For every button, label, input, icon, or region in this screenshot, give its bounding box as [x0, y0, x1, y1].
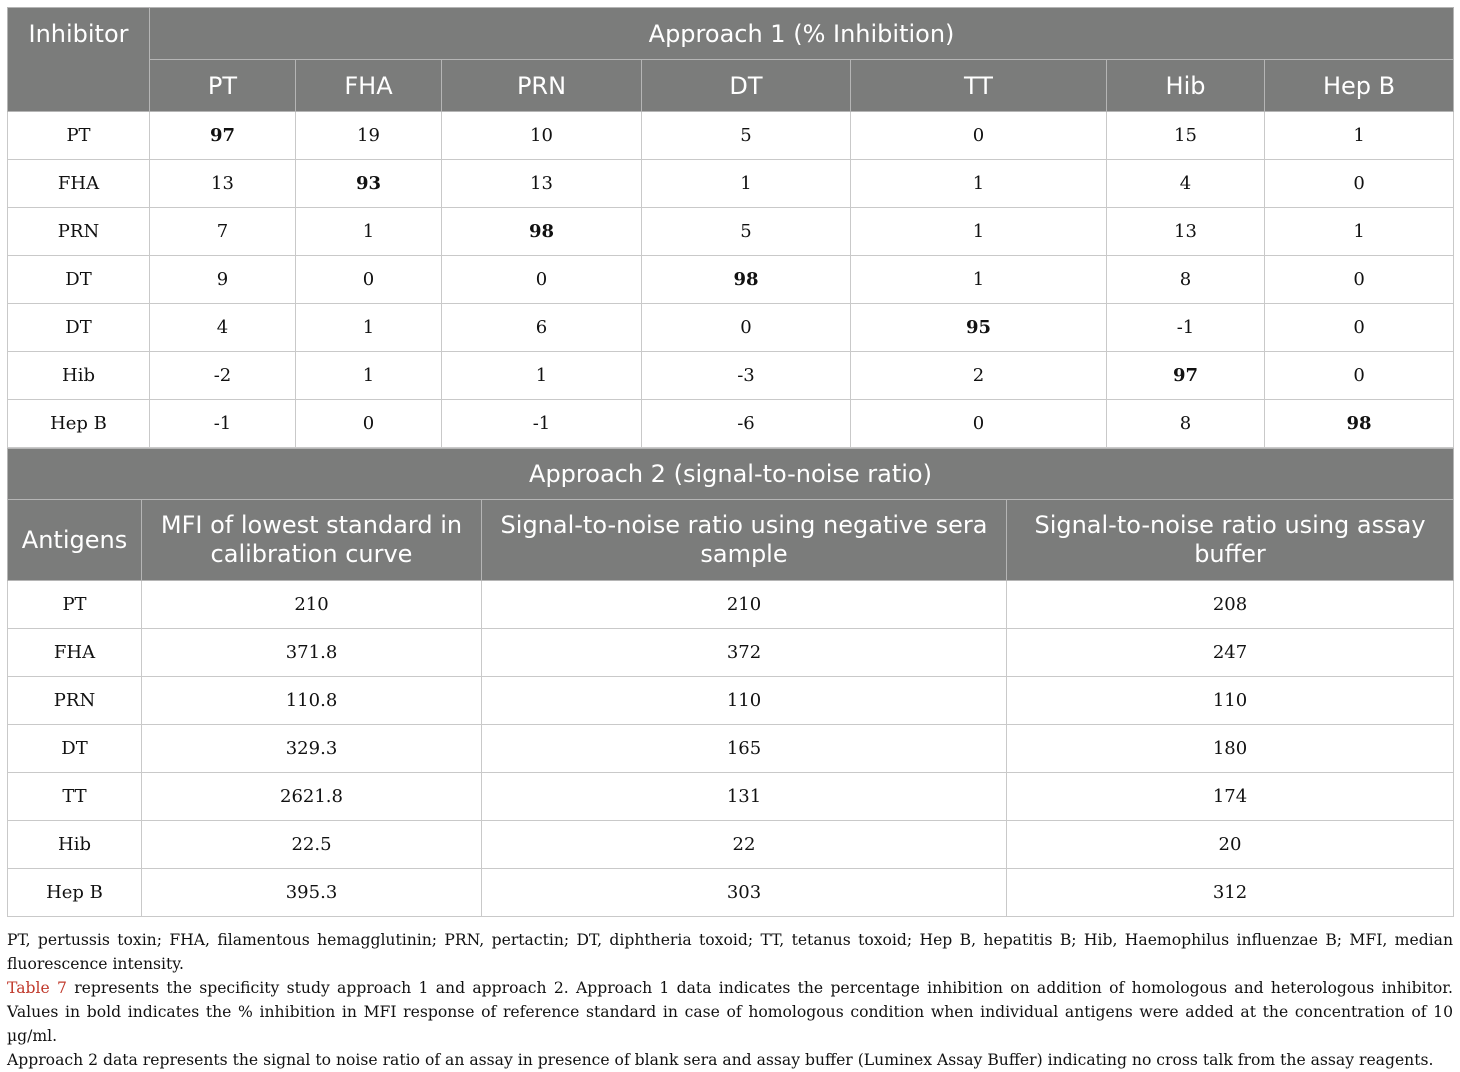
table-cell: 10 [442, 112, 642, 160]
abbreviations-note: PT, pertussis toxin; FHA, filamentous hemagglutinin; PRN, pertactin; DT, diphtheria toxoid; TT, tetanus toxoid; Hep B, hepatitis B; Hib, Haemophilus influenzae B; MFI, median fluorescence intensity. [7, 931, 1453, 973]
table-cell: 5 [642, 112, 851, 160]
table-cell: 0 [851, 400, 1107, 448]
table-cell: 98 [642, 256, 851, 304]
table-cell: 1 [851, 208, 1107, 256]
approach2-title: Approach 2 (signal-to-noise ratio) [8, 449, 1454, 500]
column-header: PT [150, 60, 296, 112]
table-cell: 98 [1265, 400, 1454, 448]
table-cell: 8 [1107, 400, 1265, 448]
table-cell: 1 [1265, 208, 1454, 256]
table-cell: 1 [442, 352, 642, 400]
table-cell: 0 [1265, 160, 1454, 208]
row-label: PRN [8, 208, 150, 256]
table-row [8, 304, 1454, 352]
table-cell: 93 [296, 160, 442, 208]
table-cell: 15 [1107, 112, 1265, 160]
table-cell: 210 [482, 581, 1007, 629]
table-cell: 247 [1007, 629, 1454, 677]
column-header: Signal-to-noise ratio using assay buffer [1007, 500, 1454, 581]
table-cell: 1 [296, 208, 442, 256]
table-cell: 1 [1265, 112, 1454, 160]
row-label: Hib [8, 821, 142, 869]
table-row [8, 256, 1454, 304]
table-cell: 95 [851, 304, 1107, 352]
table-cell: 165 [482, 725, 1007, 773]
table-row [8, 112, 1454, 160]
table-cell: 1 [851, 160, 1107, 208]
row-label: Hib [8, 352, 150, 400]
table-cell: -1 [150, 400, 296, 448]
table-cell: 303 [482, 869, 1007, 917]
inhibitor-header: Inhibitor [8, 8, 150, 112]
table-cell: 0 [1265, 352, 1454, 400]
row-label: TT [8, 773, 142, 821]
table-cell: 372 [482, 629, 1007, 677]
table-cell: 1 [296, 304, 442, 352]
table-cell: 9 [150, 256, 296, 304]
description-note: Table 7 represents the specificity study approach 1 and approach 2. Approach 1 data indicates the percentage inhibition on addition of homologous and heterologous inhibitor. Values in bold indicates the % inhibition in MFI response of reference standard in case of homologous condition when individual antigens were added at the concentration of 10 µg/ml. [7, 979, 1453, 1045]
table-row [8, 208, 1454, 256]
table-cell: 312 [1007, 869, 1454, 917]
table-row [8, 869, 1454, 917]
approach1-title: Approach 1 (% Inhibition) [150, 8, 1454, 60]
column-header: Hib [1107, 60, 1265, 112]
table-cell: 131 [482, 773, 1007, 821]
table-row [8, 581, 1454, 629]
row-label: PT [8, 581, 142, 629]
table-row [8, 725, 1454, 773]
table-cell: 0 [851, 112, 1107, 160]
table-cell: -1 [1107, 304, 1265, 352]
table-cell: 208 [1007, 581, 1454, 629]
table-cell: 0 [1265, 304, 1454, 352]
table-cell: 22.5 [142, 821, 482, 869]
table-cell: 371.8 [142, 629, 482, 677]
table-cell: 13 [150, 160, 296, 208]
table-cell: 0 [1265, 256, 1454, 304]
column-header: Antigens [8, 500, 142, 581]
table-cell: 1 [296, 352, 442, 400]
table-cell: -6 [642, 400, 851, 448]
table-cell: 180 [1007, 725, 1454, 773]
table-cell: 19 [296, 112, 442, 160]
column-header: MFI of lowest standard in calibration curve [142, 500, 482, 581]
row-label: FHA [8, 629, 142, 677]
table-container [7, 7, 1453, 917]
row-label: DT [8, 304, 150, 352]
table-reference-link[interactable]: Table 7 [7, 979, 67, 997]
column-header: DT [642, 60, 851, 112]
table-row [8, 400, 1454, 448]
table-cell: 1 [851, 256, 1107, 304]
table-cell: 0 [296, 256, 442, 304]
column-header: Signal-to-noise ratio using negative sera sample [482, 500, 1007, 581]
column-header: Hep B [1265, 60, 1454, 112]
table-row [8, 160, 1454, 208]
row-label: Hep B [8, 869, 142, 917]
column-header: PRN [442, 60, 642, 112]
table-cell: 22 [482, 821, 1007, 869]
table-row [8, 629, 1454, 677]
table-row [8, 677, 1454, 725]
table-footnotes [7, 928, 1453, 1072]
row-label: FHA [8, 160, 150, 208]
approach2-note: Approach 2 data represents the signal to noise ratio of an assay in presence of blank sera and assay buffer (Luminex Assay Buffer) indicating no cross talk from the assay reagents. [7, 1051, 1434, 1069]
table-cell: 210 [142, 581, 482, 629]
table-cell: 97 [1107, 352, 1265, 400]
table-cell: -3 [642, 352, 851, 400]
table-row [8, 821, 1454, 869]
table-cell: 98 [442, 208, 642, 256]
row-label: Hep B [8, 400, 150, 448]
table-cell: 329.3 [142, 725, 482, 773]
table-cell: 2621.8 [142, 773, 482, 821]
table-cell: 6 [442, 304, 642, 352]
table-cell: 110.8 [142, 677, 482, 725]
column-header: TT [851, 60, 1107, 112]
table-cell: 4 [1107, 160, 1265, 208]
table-cell: -1 [442, 400, 642, 448]
table-cell: 97 [150, 112, 296, 160]
table-cell: 20 [1007, 821, 1454, 869]
row-label: DT [8, 725, 142, 773]
table-cell: 174 [1007, 773, 1454, 821]
table-cell: 0 [442, 256, 642, 304]
row-label: DT [8, 256, 150, 304]
table-cell: 2 [851, 352, 1107, 400]
table-cell: 110 [1007, 677, 1454, 725]
approach2-table [7, 448, 1454, 917]
table-cell: 7 [150, 208, 296, 256]
table-cell: 13 [442, 160, 642, 208]
table-cell: 13 [1107, 208, 1265, 256]
row-label: PT [8, 112, 150, 160]
table-row [8, 773, 1454, 821]
table-cell: 395.3 [142, 869, 482, 917]
table-cell: -2 [150, 352, 296, 400]
approach1-table [7, 7, 1454, 448]
table-cell: 8 [1107, 256, 1265, 304]
table-cell: 0 [642, 304, 851, 352]
row-label: PRN [8, 677, 142, 725]
table-cell: 4 [150, 304, 296, 352]
table-cell: 110 [482, 677, 1007, 725]
table-cell: 1 [642, 160, 851, 208]
table-row [8, 352, 1454, 400]
table-cell: 0 [296, 400, 442, 448]
column-header: FHA [296, 60, 442, 112]
table-cell: 5 [642, 208, 851, 256]
